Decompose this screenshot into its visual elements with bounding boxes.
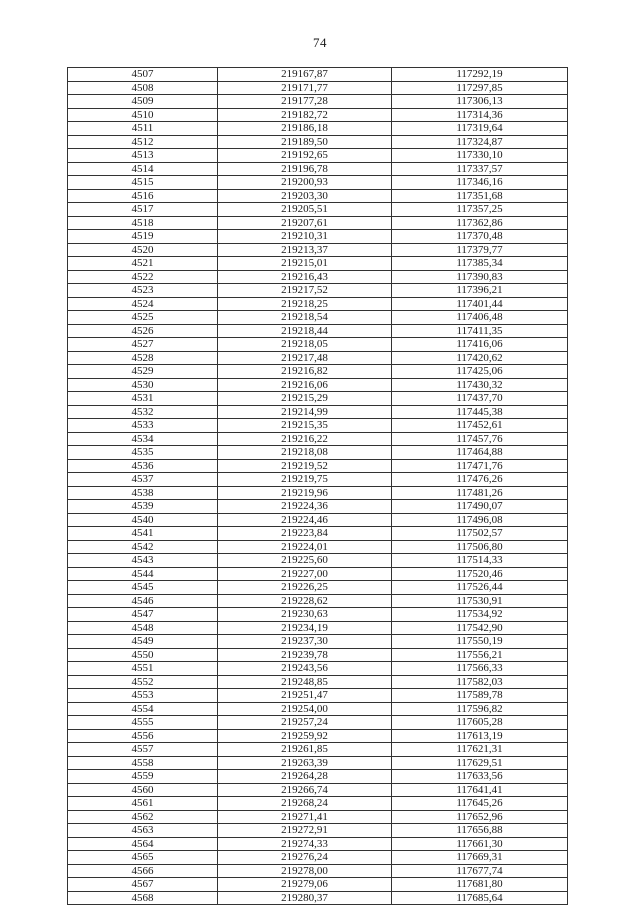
x-coordinate-cell: 219192,65 — [218, 149, 392, 163]
point-number-cell: 4552 — [68, 675, 218, 689]
x-coordinate-cell: 219228,62 — [218, 594, 392, 608]
y-coordinate-cell: 117556,21 — [392, 648, 568, 662]
table-row — [68, 176, 568, 190]
x-coordinate-cell: 219218,08 — [218, 446, 392, 460]
x-coordinate-cell: 219215,29 — [218, 392, 392, 406]
x-coordinate-cell: 219224,01 — [218, 540, 392, 554]
point-number-cell: 4524 — [68, 297, 218, 311]
x-coordinate-cell: 219216,22 — [218, 432, 392, 446]
y-coordinate-cell: 117390,83 — [392, 270, 568, 284]
x-coordinate-cell: 219214,99 — [218, 405, 392, 419]
y-coordinate-cell: 117633,56 — [392, 770, 568, 784]
point-number-cell: 4522 — [68, 270, 218, 284]
y-coordinate-cell: 117306,13 — [392, 95, 568, 109]
y-coordinate-cell: 117445,38 — [392, 405, 568, 419]
x-coordinate-cell: 219278,00 — [218, 864, 392, 878]
point-number-cell: 4547 — [68, 608, 218, 622]
x-coordinate-cell: 219271,41 — [218, 810, 392, 824]
x-coordinate-cell: 219200,93 — [218, 176, 392, 190]
y-coordinate-cell: 117506,80 — [392, 540, 568, 554]
table-row — [68, 756, 568, 770]
point-number-cell: 4532 — [68, 405, 218, 419]
x-coordinate-cell: 219280,37 — [218, 891, 392, 905]
table-row — [68, 243, 568, 257]
table-row — [68, 392, 568, 406]
y-coordinate-cell: 117621,31 — [392, 743, 568, 757]
y-coordinate-cell: 117677,74 — [392, 864, 568, 878]
table-row — [68, 189, 568, 203]
point-number-cell: 4531 — [68, 392, 218, 406]
point-number-cell: 4568 — [68, 891, 218, 905]
point-number-cell: 4559 — [68, 770, 218, 784]
y-coordinate-cell: 117641,41 — [392, 783, 568, 797]
x-coordinate-cell: 219243,56 — [218, 662, 392, 676]
table-row — [68, 338, 568, 352]
x-coordinate-cell: 219218,05 — [218, 338, 392, 352]
x-coordinate-cell: 219224,46 — [218, 513, 392, 527]
point-number-cell: 4533 — [68, 419, 218, 433]
x-coordinate-cell: 219186,18 — [218, 122, 392, 136]
y-coordinate-cell: 117471,76 — [392, 459, 568, 473]
point-number-cell: 4562 — [68, 810, 218, 824]
point-number-cell: 4553 — [68, 689, 218, 703]
table-row — [68, 284, 568, 298]
point-number-cell: 4535 — [68, 446, 218, 460]
point-number-cell: 4528 — [68, 351, 218, 365]
y-coordinate-cell: 117514,33 — [392, 554, 568, 568]
y-coordinate-cell: 117314,36 — [392, 108, 568, 122]
x-coordinate-cell: 219276,24 — [218, 851, 392, 865]
point-number-cell: 4510 — [68, 108, 218, 122]
x-coordinate-cell: 219248,85 — [218, 675, 392, 689]
table-row — [68, 783, 568, 797]
x-coordinate-cell: 219226,25 — [218, 581, 392, 595]
y-coordinate-cell: 117566,33 — [392, 662, 568, 676]
y-coordinate-cell: 117464,88 — [392, 446, 568, 460]
point-number-cell: 4507 — [68, 68, 218, 82]
x-coordinate-cell: 219225,60 — [218, 554, 392, 568]
table-row — [68, 216, 568, 230]
x-coordinate-cell: 219215,35 — [218, 419, 392, 433]
table-row — [68, 149, 568, 163]
x-coordinate-cell: 219216,43 — [218, 270, 392, 284]
y-coordinate-cell: 117490,07 — [392, 500, 568, 514]
point-number-cell: 4560 — [68, 783, 218, 797]
x-coordinate-cell: 219219,96 — [218, 486, 392, 500]
table-row — [68, 770, 568, 784]
x-coordinate-cell: 219237,30 — [218, 635, 392, 649]
x-coordinate-cell: 219217,48 — [218, 351, 392, 365]
y-coordinate-cell: 117589,78 — [392, 689, 568, 703]
y-coordinate-cell: 117324,87 — [392, 135, 568, 149]
y-coordinate-cell: 117337,57 — [392, 162, 568, 176]
point-number-cell: 4537 — [68, 473, 218, 487]
table-row — [68, 378, 568, 392]
point-number-cell: 4564 — [68, 837, 218, 851]
point-number-cell: 4563 — [68, 824, 218, 838]
x-coordinate-cell: 219171,77 — [218, 81, 392, 95]
table-row — [68, 716, 568, 730]
x-coordinate-cell: 219218,44 — [218, 324, 392, 338]
point-number-cell: 4520 — [68, 243, 218, 257]
table-row — [68, 797, 568, 811]
y-coordinate-cell: 117297,85 — [392, 81, 568, 95]
table-row — [68, 810, 568, 824]
table-row — [68, 891, 568, 905]
y-coordinate-cell: 117362,86 — [392, 216, 568, 230]
point-number-cell: 4539 — [68, 500, 218, 514]
page-number: 74 — [313, 35, 327, 50]
y-coordinate-cell: 117520,46 — [392, 567, 568, 581]
point-number-cell: 4536 — [68, 459, 218, 473]
y-coordinate-cell: 117496,08 — [392, 513, 568, 527]
table-row — [68, 702, 568, 716]
table-row — [68, 567, 568, 581]
table-row — [68, 500, 568, 514]
x-coordinate-cell: 219218,25 — [218, 297, 392, 311]
y-coordinate-cell: 117425,06 — [392, 365, 568, 379]
y-coordinate-cell: 117357,25 — [392, 203, 568, 217]
point-number-cell: 4543 — [68, 554, 218, 568]
x-coordinate-cell: 219205,51 — [218, 203, 392, 217]
table-row — [68, 81, 568, 95]
x-coordinate-cell: 219259,92 — [218, 729, 392, 743]
point-number-cell: 4558 — [68, 756, 218, 770]
table-row — [68, 594, 568, 608]
x-coordinate-cell: 219266,74 — [218, 783, 392, 797]
y-coordinate-cell: 117370,48 — [392, 230, 568, 244]
y-coordinate-cell: 117645,26 — [392, 797, 568, 811]
point-number-cell: 4529 — [68, 365, 218, 379]
table-row — [68, 351, 568, 365]
point-number-cell: 4554 — [68, 702, 218, 716]
y-coordinate-cell: 117430,32 — [392, 378, 568, 392]
y-coordinate-cell: 117292,19 — [392, 68, 568, 82]
point-number-cell: 4556 — [68, 729, 218, 743]
point-number-cell: 4509 — [68, 95, 218, 109]
y-coordinate-cell: 117401,44 — [392, 297, 568, 311]
point-number-cell: 4546 — [68, 594, 218, 608]
point-number-cell: 4551 — [68, 662, 218, 676]
y-coordinate-cell: 117681,80 — [392, 878, 568, 892]
x-coordinate-cell: 219203,30 — [218, 189, 392, 203]
table-row — [68, 554, 568, 568]
y-coordinate-cell: 117534,92 — [392, 608, 568, 622]
table-row — [68, 513, 568, 527]
x-coordinate-cell: 219207,61 — [218, 216, 392, 230]
table-row — [68, 297, 568, 311]
y-coordinate-cell: 117550,19 — [392, 635, 568, 649]
x-coordinate-cell: 219196,78 — [218, 162, 392, 176]
table-row — [68, 675, 568, 689]
x-coordinate-cell: 219218,54 — [218, 311, 392, 325]
y-coordinate-cell: 117476,26 — [392, 473, 568, 487]
table-row — [68, 108, 568, 122]
point-number-cell: 4525 — [68, 311, 218, 325]
point-number-cell: 4530 — [68, 378, 218, 392]
table-row — [68, 540, 568, 554]
point-number-cell: 4513 — [68, 149, 218, 163]
y-coordinate-cell: 117457,76 — [392, 432, 568, 446]
point-number-cell: 4548 — [68, 621, 218, 635]
point-number-cell: 4514 — [68, 162, 218, 176]
x-coordinate-cell: 219167,87 — [218, 68, 392, 82]
x-coordinate-cell: 219223,84 — [218, 527, 392, 541]
table-row — [68, 459, 568, 473]
point-number-cell: 4523 — [68, 284, 218, 298]
point-number-cell: 4534 — [68, 432, 218, 446]
y-coordinate-cell: 117396,21 — [392, 284, 568, 298]
table-row — [68, 837, 568, 851]
table-row — [68, 419, 568, 433]
x-coordinate-cell: 219182,72 — [218, 108, 392, 122]
y-coordinate-cell: 117416,06 — [392, 338, 568, 352]
y-coordinate-cell: 117542,90 — [392, 621, 568, 635]
y-coordinate-cell: 117481,26 — [392, 486, 568, 500]
x-coordinate-cell: 219274,33 — [218, 837, 392, 851]
y-coordinate-cell: 117656,88 — [392, 824, 568, 838]
y-coordinate-cell: 117319,64 — [392, 122, 568, 136]
x-coordinate-cell: 219216,06 — [218, 378, 392, 392]
x-coordinate-cell: 219279,06 — [218, 878, 392, 892]
point-number-cell: 4538 — [68, 486, 218, 500]
point-number-cell: 4550 — [68, 648, 218, 662]
y-coordinate-cell: 117596,82 — [392, 702, 568, 716]
point-number-cell: 4526 — [68, 324, 218, 338]
x-coordinate-cell: 219263,39 — [218, 756, 392, 770]
table-row — [68, 662, 568, 676]
x-coordinate-cell: 219230,63 — [218, 608, 392, 622]
x-coordinate-cell: 219217,52 — [218, 284, 392, 298]
table-row — [68, 162, 568, 176]
y-coordinate-cell: 117411,35 — [392, 324, 568, 338]
y-coordinate-cell: 117669,31 — [392, 851, 568, 865]
table-row — [68, 432, 568, 446]
table-row — [68, 311, 568, 325]
y-coordinate-cell: 117605,28 — [392, 716, 568, 730]
table-row — [68, 365, 568, 379]
y-coordinate-cell: 117437,70 — [392, 392, 568, 406]
y-coordinate-cell: 117530,91 — [392, 594, 568, 608]
y-coordinate-cell: 117379,77 — [392, 243, 568, 257]
y-coordinate-cell: 117661,30 — [392, 837, 568, 851]
point-number-cell: 4508 — [68, 81, 218, 95]
table-row — [68, 135, 568, 149]
table-row — [68, 68, 568, 82]
x-coordinate-cell: 219251,47 — [218, 689, 392, 703]
x-coordinate-cell: 219224,36 — [218, 500, 392, 514]
y-coordinate-cell: 117385,34 — [392, 257, 568, 271]
table-row — [68, 324, 568, 338]
table-row — [68, 824, 568, 838]
point-number-cell: 4557 — [68, 743, 218, 757]
y-coordinate-cell: 117502,57 — [392, 527, 568, 541]
x-coordinate-cell: 219264,28 — [218, 770, 392, 784]
point-number-cell: 4519 — [68, 230, 218, 244]
point-number-cell: 4544 — [68, 567, 218, 581]
table-row — [68, 635, 568, 649]
x-coordinate-cell: 219227,00 — [218, 567, 392, 581]
x-coordinate-cell: 219254,00 — [218, 702, 392, 716]
y-coordinate-cell: 117346,16 — [392, 176, 568, 190]
y-coordinate-cell: 117330,10 — [392, 149, 568, 163]
x-coordinate-cell: 219219,75 — [218, 473, 392, 487]
x-coordinate-cell: 219177,28 — [218, 95, 392, 109]
table-row — [68, 621, 568, 635]
table-row — [68, 581, 568, 595]
y-coordinate-cell: 117629,51 — [392, 756, 568, 770]
table-row — [68, 230, 568, 244]
x-coordinate-cell: 219239,78 — [218, 648, 392, 662]
y-coordinate-cell: 117406,48 — [392, 311, 568, 325]
point-number-cell: 4555 — [68, 716, 218, 730]
x-coordinate-cell: 219213,37 — [218, 243, 392, 257]
x-coordinate-cell: 219272,91 — [218, 824, 392, 838]
y-coordinate-cell: 117685,64 — [392, 891, 568, 905]
table-row — [68, 743, 568, 757]
table-row — [68, 864, 568, 878]
point-number-cell: 4541 — [68, 527, 218, 541]
point-number-cell: 4567 — [68, 878, 218, 892]
table-row — [68, 270, 568, 284]
y-coordinate-cell: 117420,62 — [392, 351, 568, 365]
point-number-cell: 4565 — [68, 851, 218, 865]
table-row — [68, 405, 568, 419]
table-row — [68, 689, 568, 703]
point-number-cell: 4521 — [68, 257, 218, 271]
point-number-cell: 4542 — [68, 540, 218, 554]
point-number-cell: 4517 — [68, 203, 218, 217]
y-coordinate-cell: 117582,03 — [392, 675, 568, 689]
x-coordinate-cell: 219261,85 — [218, 743, 392, 757]
point-number-cell: 4516 — [68, 189, 218, 203]
x-coordinate-cell: 219219,52 — [218, 459, 392, 473]
table-row — [68, 473, 568, 487]
table-row — [68, 486, 568, 500]
table-row — [68, 203, 568, 217]
x-coordinate-cell: 219216,82 — [218, 365, 392, 379]
point-number-cell: 4561 — [68, 797, 218, 811]
table-row — [68, 608, 568, 622]
point-number-cell: 4540 — [68, 513, 218, 527]
point-number-cell: 4566 — [68, 864, 218, 878]
x-coordinate-cell: 219257,24 — [218, 716, 392, 730]
y-coordinate-cell: 117652,96 — [392, 810, 568, 824]
y-coordinate-cell: 117526,44 — [392, 581, 568, 595]
table-row — [68, 648, 568, 662]
point-number-cell: 4511 — [68, 122, 218, 136]
point-number-cell: 4512 — [68, 135, 218, 149]
table-row — [68, 257, 568, 271]
x-coordinate-cell: 219210,31 — [218, 230, 392, 244]
x-coordinate-cell: 219268,24 — [218, 797, 392, 811]
table-row — [68, 729, 568, 743]
coordinates-table — [67, 67, 568, 905]
point-number-cell: 4549 — [68, 635, 218, 649]
point-number-cell: 4515 — [68, 176, 218, 190]
point-number-cell: 4527 — [68, 338, 218, 352]
x-coordinate-cell: 219215,01 — [218, 257, 392, 271]
table-body — [68, 68, 568, 905]
x-coordinate-cell: 219234,19 — [218, 621, 392, 635]
point-number-cell: 4545 — [68, 581, 218, 595]
table-row — [68, 527, 568, 541]
table-row — [68, 95, 568, 109]
table-row — [68, 446, 568, 460]
y-coordinate-cell: 117351,68 — [392, 189, 568, 203]
table-row — [68, 878, 568, 892]
y-coordinate-cell: 117452,61 — [392, 419, 568, 433]
y-coordinate-cell: 117613,19 — [392, 729, 568, 743]
table-row — [68, 122, 568, 136]
x-coordinate-cell: 219189,50 — [218, 135, 392, 149]
table-row — [68, 851, 568, 865]
point-number-cell: 4518 — [68, 216, 218, 230]
